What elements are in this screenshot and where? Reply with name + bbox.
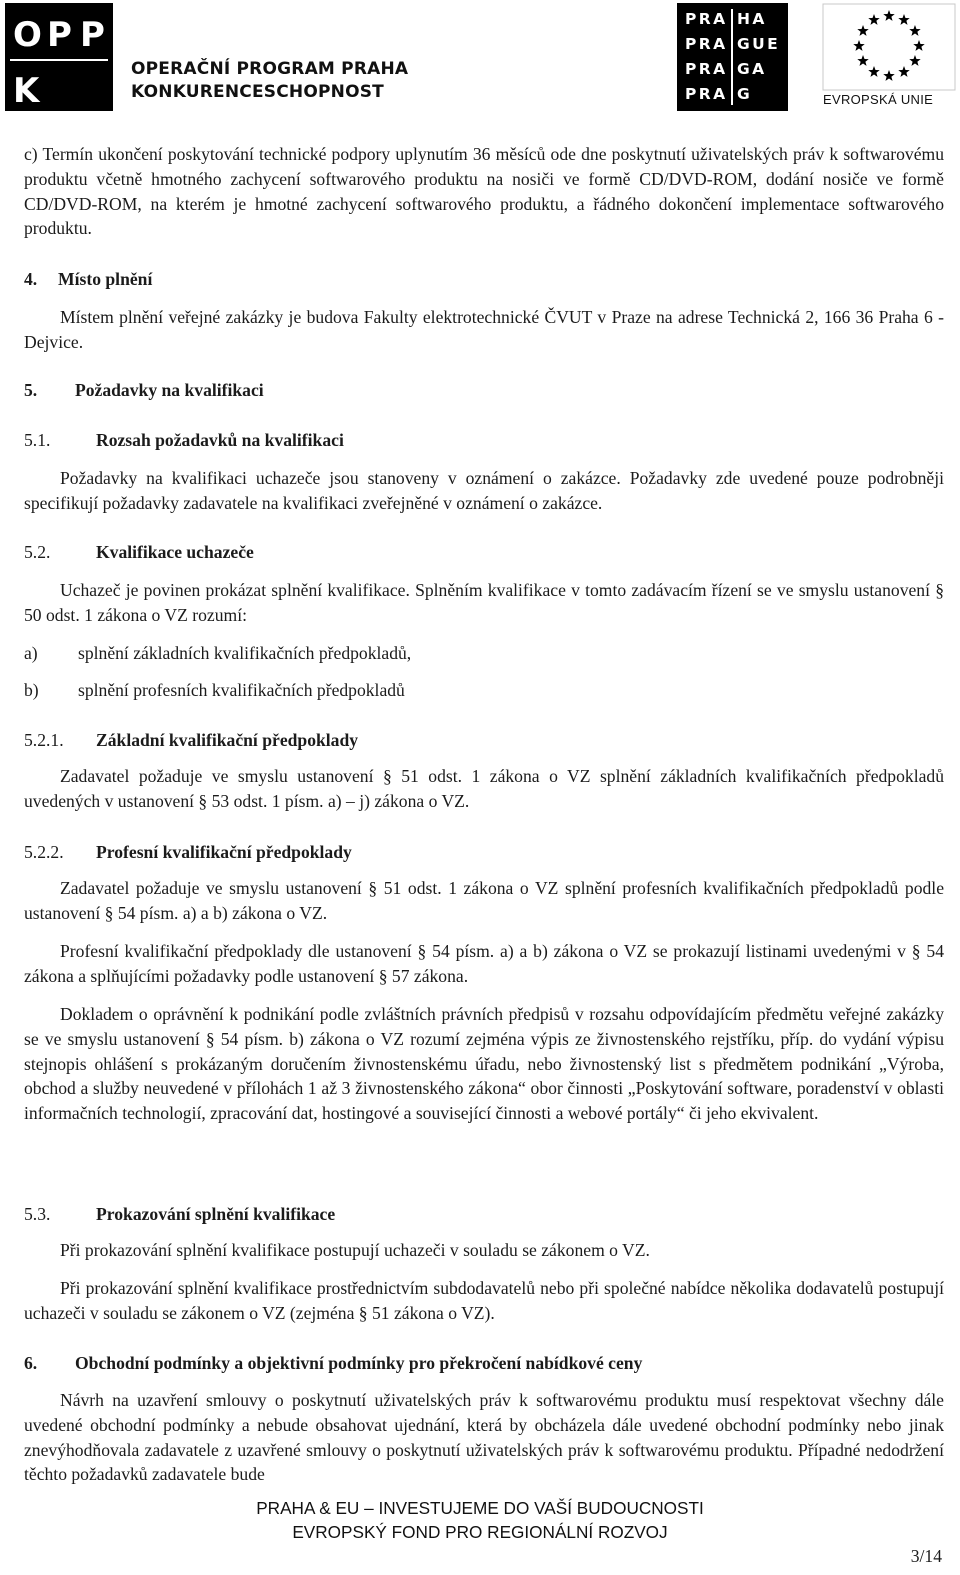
paragraph-5-3-b: Při prokazování splnění kvalifikace prostřednictvím subdodavatelů nebo při společné nabídce několika dodavatelů postupují uchazeči v souladu se zákonem o VZ (zejména § 51 zákona o VZ). (24, 1278, 944, 1323)
footer-line-1: PRAHA & EU – INVESTUJEME DO VAŠÍ BUDOUCNOSTI (256, 1498, 704, 1518)
heading-4-title: Místo plnění (58, 269, 153, 289)
praha-row-1-left: PRA (685, 10, 728, 28)
opp-line-1: OPERAČNÍ PROGRAM PRAHA (131, 59, 409, 79)
list-item-b (24, 678, 944, 702)
heading-6 (24, 1352, 642, 1374)
paragraph-5-2: Uchazeč je povinen prokázat splnění kvalifikace. Splněním kvalifikace v tomto zadávacím řízení se ve smyslu ustanovení § 50 odst. 1 zákona o VZ rozumí: (24, 580, 944, 625)
heading-5-1-number: 5.1. (24, 430, 51, 450)
page-number: 3/14 (910, 1546, 942, 1566)
opp-logo-letter-p1: P (47, 15, 72, 55)
opp-line-2: KONKURENCESCHOPNOST (131, 82, 384, 102)
footer-line-2: EVROPSKÝ FOND PRO REGIONÁLNÍ ROZVOJ (292, 1522, 668, 1542)
praha-row-3-left: PRA (685, 60, 728, 78)
heading-5 (24, 379, 264, 401)
heading-6-number: 6. (24, 1353, 38, 1373)
heading-5-number: 5. (24, 380, 38, 400)
opp-logo-letter-k: K (13, 71, 40, 111)
heading-5-1-title: Rozsah požadavků na kvalifikaci (96, 430, 344, 450)
heading-5-2-title: Kvalifikace uchazeče (96, 542, 254, 562)
paragraph-4: Místem plnění veřejné zakázky je budova Fakulty elektrotechnické ČVUT v Praze na adrese Technická 2, 166 36 Praha 6 - Dejvice. (24, 307, 944, 352)
heading-4 (24, 268, 152, 290)
paragraph-5-2-1: Zadavatel požaduje ve smyslu ustanovení § 51 odst. 1 zákona o VZ splnění základních kvalifikačních předpokladů uvedených v ustanovení § 53 odst. 1 písm. a) – j) zákona o VZ. (24, 766, 944, 811)
paragraph-5-2-2-b: Profesní kvalifikační předpoklady dle ustanovení § 54 písm. a) a b) zákona o VZ se prokazují listinami uvedenými v § 54 zákona a splňujícími požadavky podle ustanovení § 57 zákona. (24, 941, 944, 986)
heading-5-3 (24, 1203, 335, 1225)
heading-5-1 (24, 429, 344, 451)
opp-logo-letter-p2: P (80, 15, 105, 55)
paragraph-5-1: Požadavky na kvalifikaci uchazeče jsou stanoveny v oznámení o zakázce. Požadavky zde uvedené pouze podrobněji specifikují požadavky zadavatele na kvalifikaci zveřejněné v oznámení o zakázce. (24, 468, 944, 513)
paragraph-5-2-2-c: Dokladem o oprávnění k podnikání podle zvláštních právních předpisů v rozsahu odpovídajícím předmětu veřejné zakázky se ve smyslu ustanovení § 54 písm. b) zákona o VZ rozumí zejména výpis ze živnostenského rejstříku, příp. do vydání výpisu stejnopis ohlášení s prokázaným doručením živnostenskému úřadu, nebo živnostenský list s předmětem podnikání „Výroba, obchod a služby neuvedené v přílohách 1 až 3 živnostenského zákona“ obor činnosti „Poskytování software, poradenství v oblasti informačních technologií, zpracování dat, hostingové a související činnosti a webové portály“ či jeho ekvivalent. (24, 1004, 944, 1124)
paragraph-6: Návrh na uzavření smlouvy o poskytnutí uživatelských práv k softwarovému produktu musí respektovat všechny dále uvedené obchodní podmínky a nebude obsahovat ujednání, která by obcházela dále uvedené obchodní podmínky nebo jinak znevýhodňovala zadavatele z uzavřené smlouvy o poskytnutí uživatelských práv k softwarovému produktu. Případné nedodržení těchto požadavků zadavatele bude (24, 1390, 944, 1485)
heading-5-3-number: 5.3. (24, 1204, 51, 1224)
praha-row-2-right: GUE (737, 35, 781, 53)
list-item-a-label: a) (24, 643, 38, 663)
opp-logo-letter-o: O (13, 15, 42, 55)
heading-5-2-1 (24, 729, 358, 751)
paragraph-5-2-2-a: Zadavatel požaduje ve smyslu ustanovení § 51 odst. 1 zákona o VZ splnění profesních kvalifikačních předpokladů podle ustanovení § 54 písm. a) a b) zákona o VZ. (24, 878, 944, 923)
heading-5-2-2-title: Profesní kvalifikační předpoklady (96, 842, 352, 862)
eu-label: EVROPSKÁ UNIE (823, 92, 934, 107)
heading-6-title: Obchodní podmínky a objektivní podmínky pro překročení nabídkové ceny (75, 1353, 643, 1373)
heading-5-2-2-number: 5.2.2. (24, 842, 64, 862)
heading-5-3-title: Prokazování splnění kvalifikace (96, 1204, 336, 1224)
praha-row-4-right: G (737, 85, 753, 103)
heading-5-title: Požadavky na kvalifikaci (75, 380, 264, 400)
list-item-a (24, 641, 944, 665)
praha-row-3-right: GA (737, 60, 767, 78)
heading-5-2 (24, 541, 254, 563)
heading-4-number: 4. (24, 269, 38, 289)
praha-row-1-right: HA (737, 10, 767, 28)
list-item-a-text: splnění základních kvalifikačních předpokladů, (78, 643, 412, 663)
heading-5-2-1-number: 5.2.1. (24, 730, 64, 750)
praha-row-4-left: PRA (685, 85, 728, 103)
list-item-b-text: splnění profesních kvalifikačních předpokladů (78, 680, 405, 700)
paragraph-c: c) Termín ukončení poskytování technické podpory uplynutím 36 měsíců ode dne poskytnutí uživatelských práv k softwarovému produktu včetně hmotného zachycení softwarového produktu na nosiči ve formě CD/DVD-ROM, dodání nosiče ve formě CD/DVD-ROM, na kterém je hmotné zachycení softwarového produktu, a řádného dokončení implementace softwarového produktu. (24, 144, 944, 239)
paragraph-5-3-a: Při prokazování splnění kvalifikace postupují uchazeči v souladu se zákonem o VZ. (60, 1240, 650, 1260)
list-item-b-label: b) (24, 680, 39, 700)
document-body (24, 0, 944, 1500)
heading-5-2-1-title: Základní kvalifikační předpoklady (96, 730, 359, 750)
heading-5-2-number: 5.2. (24, 542, 51, 562)
heading-5-2-2 (24, 841, 352, 863)
praha-row-2-left: PRA (685, 35, 728, 53)
